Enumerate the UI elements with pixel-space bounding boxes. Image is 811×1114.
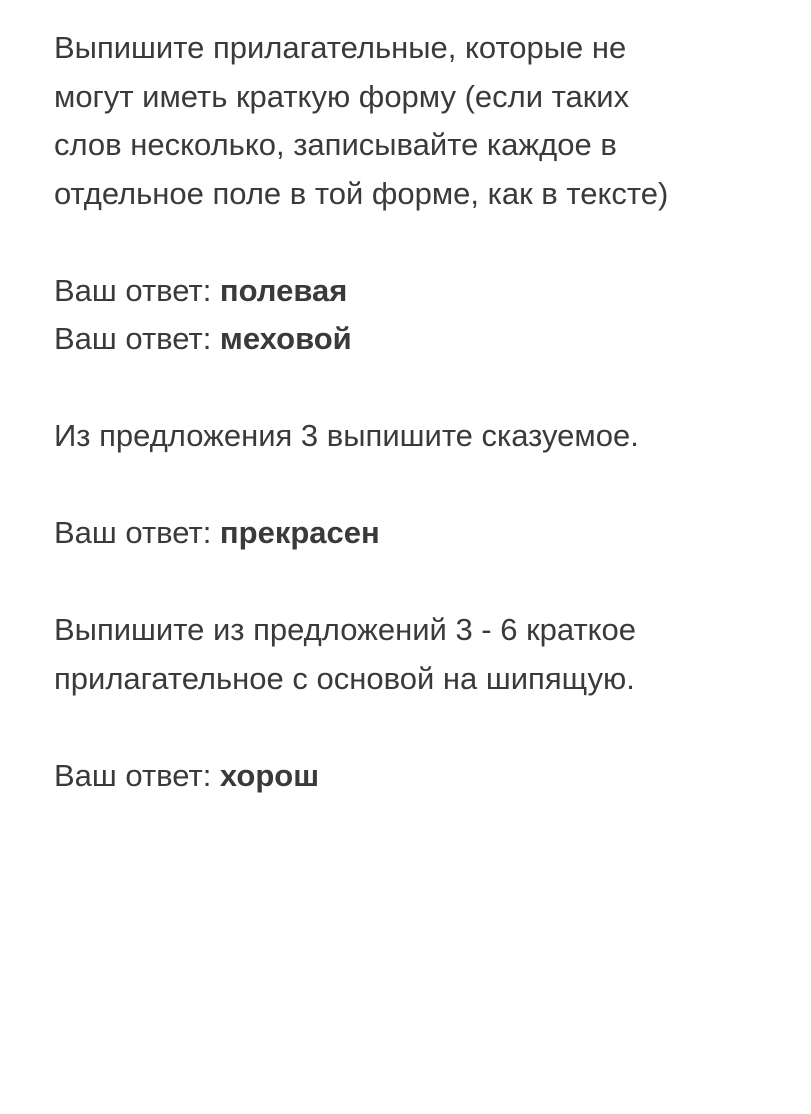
question-3-text-line-2: прилагательное с основой на шипящую. [54,660,635,696]
question-1-text-line-3: слов несколько, записывайте каждое в [54,127,617,162]
question-1-text-line-2: могут иметь краткую форму (если таких [54,78,630,114]
spacer [54,364,794,413]
question-3 [54,606,794,703]
answer-value: полевая [219,272,348,308]
question-2 [54,412,794,461]
answer-label: Ваш ответ: [54,757,220,793]
question-1 [54,24,794,218]
spacer [54,558,794,607]
spacer [54,703,794,752]
question-3-text-line-1: Выпишите из предложений 3 - 6 краткое [54,612,637,647]
answer-label: Ваш ответ: [54,272,220,308]
answer-value: меховой [219,321,352,356]
answer-label: Ваш ответ: [54,515,220,550]
answer-label: Ваш ответ: [54,321,220,356]
answer-line [54,509,794,558]
answer-line [54,267,794,316]
answers-3 [54,752,794,801]
question-1-text-line-1: Выпишите прилагательные, которые не [54,30,627,65]
answer-line [54,315,794,364]
answer-value: прекрасен [219,515,380,550]
question-2-text-line-1: Из предложения 3 выпишите сказуемое. [54,418,639,453]
answers-2 [54,509,794,558]
question-1-text-line-4: отдельное поле в той форме, как в тексте) [54,175,669,211]
spacer [54,218,794,267]
answer-line [54,752,794,801]
answers-1 [54,267,794,364]
document-page [54,24,794,800]
answer-value: хорош [219,757,320,793]
spacer [54,461,794,510]
